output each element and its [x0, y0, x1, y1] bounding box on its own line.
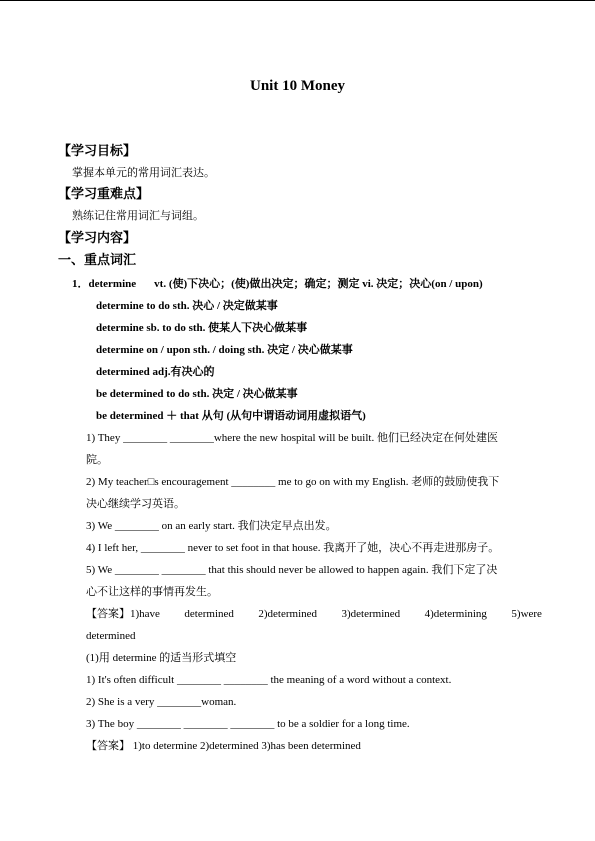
- exercise-1-line-1: 1) They ________ ________where the new hospital will be built. 他们已经决定在何处建医: [86, 432, 498, 444]
- answer-1-continued: determined: [86, 630, 136, 642]
- answer-1-part: determined: [184, 608, 234, 620]
- top-rule: [0, 0, 595, 1]
- sub-exercise-2: 2) She is a very ________woman.: [86, 696, 237, 708]
- answer-1-row: [86, 607, 542, 621]
- phrase-5: be determined to do sth. 决定 / 决心做某事: [96, 388, 298, 400]
- exercise-2-line-1: 2) My teacher□s encouragement ________ me to go on with my English. 老师的鼓励使我下: [86, 476, 500, 488]
- vocab-heading: 一、重点词汇: [58, 252, 137, 267]
- exercise-5-line-2: 心不让这样的事情再发生。: [86, 586, 218, 598]
- goal-text: 掌握本单元的常用词汇表达。: [72, 167, 215, 179]
- item-1-definition: vt. (使)下决心；(使)做出决定；确定；测定 vi. 决定；决心(on / upon): [154, 278, 483, 290]
- answer-1-part: 4)determining: [424, 608, 487, 620]
- focus-heading: 【学习重难点】: [58, 186, 150, 201]
- answer-1-part: 2)determined: [258, 608, 318, 620]
- content-heading: 【学习内容】: [58, 230, 137, 245]
- exercise-1-line-2: 院。: [86, 454, 108, 466]
- sub-exercise-3: 3) The boy ________ ________ ________ to be a soldier for a long time.: [86, 718, 410, 730]
- answer-1-part: 5)were: [511, 608, 542, 620]
- item-1-line: [72, 277, 483, 291]
- phrase-4: determined adj.有决心的: [96, 366, 215, 378]
- answer-2: 【答案】 1)to determine 2)determined 3)has been determined: [86, 740, 361, 752]
- sub-exercise-1: 1) It's often difficult ________ ________ the meaning of a word without a context.: [86, 674, 452, 686]
- exercise-2-line-2: 决心继续学习英语。: [86, 498, 185, 510]
- focus-text: 熟练记住常用词汇与词组。: [72, 210, 204, 222]
- phrase-2: determine sb. to do sth. 使某人下决心做某事: [96, 322, 308, 334]
- phrase-6: be determined ＋ that 从句 (从句中谓语动词用虚拟语气): [96, 410, 366, 422]
- item-1-head: 1．determine: [72, 278, 137, 290]
- page-title: Unit 10 Money: [250, 78, 345, 94]
- phrase-1: determine to do sth. 决心 / 决定做某事: [96, 300, 278, 312]
- phrase-3: determine on / upon sth. / doing sth. 决定 / 决心做某事: [96, 344, 353, 356]
- goal-heading: 【学习目标】: [58, 143, 137, 158]
- answer-1-part: 3)determined: [341, 608, 401, 620]
- exercise-5-line-1: 5) We ________ ________ that this should never be allowed to happen again. 我们下定了决: [86, 564, 498, 576]
- exercise-3: 3) We ________ on an early start. 我们决定早点出发。: [86, 520, 337, 532]
- answer-1-part: 【答案】1)have: [86, 608, 160, 620]
- sub-exercise-heading: (1)用 determine 的适当形式填空: [86, 652, 237, 664]
- exercise-4: 4) I left her, ________ never to set foot in that house. 我离开了她，决心不再走进那房子。: [86, 542, 500, 554]
